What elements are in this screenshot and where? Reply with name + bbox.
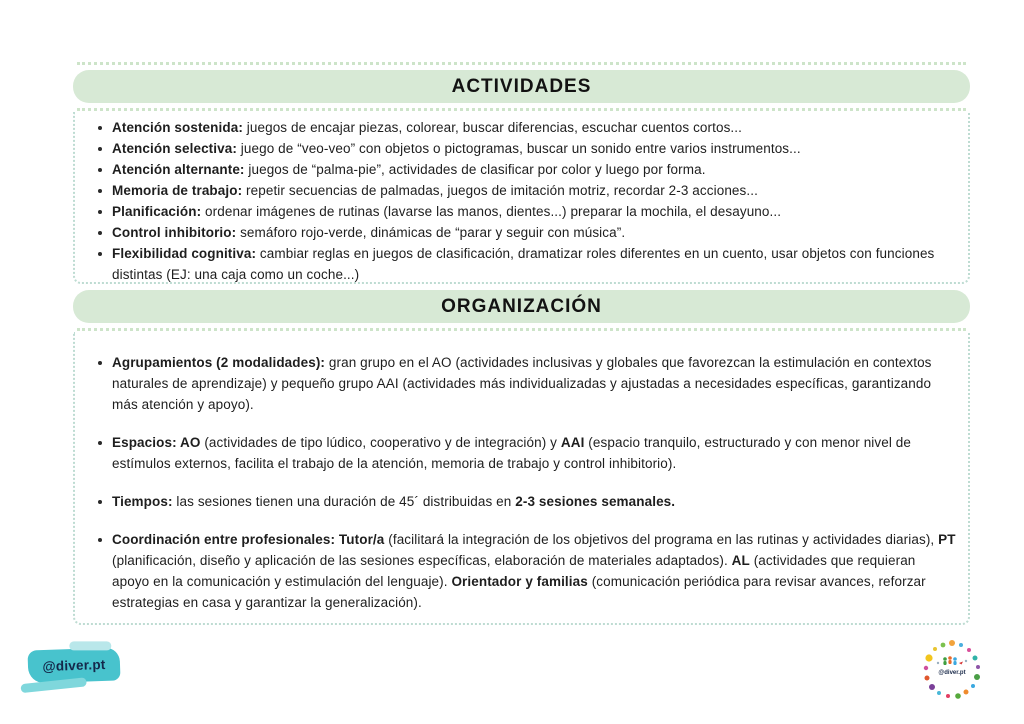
list-item: Agrupamientos (2 modalidades): gran grupo en el AO (actividades inclusivas y globales que favorezcan la estimulación en contextos naturales de aprendizaje) y pequeño grupo AAI (actividades más individualizadas y ajustadas a necesidades específicas, garantizando más atención y apoyo).: [95, 352, 956, 415]
list-item: Coordinación entre profesionales: Tutor/a (facilitará la integración de los objetivos del programa en las rutinas y actividades diarias), PT (planificación, diseño y aplicación de las sesiones específicas, elaboración de materiales adaptados). AL (actividades que requieran apoyo en la comunicación y estimulación del lenguaje). Orientador y familias (comunicación periódica para revisar avances, reforzar estrategias en casa y garantizar la generalización).: [95, 529, 956, 613]
list-item: Atención sostenida: juegos de encajar piezas, colorear, buscar diferencias, escuchar cuentos cortos...: [95, 117, 956, 138]
list-item: Control inhibitorio: semáforo rojo-verde, dinámicas de “parar y seguir con música”.: [95, 222, 956, 243]
diver-handle-text: @diver.pt: [42, 656, 106, 675]
list-item: Memoria de trabajo: repetir secuencias de palmadas, juegos de imitación motriz, recordar 2-3 acciones...: [95, 180, 956, 201]
organizacion-list: [95, 352, 956, 613]
section-organizacion: [73, 290, 970, 625]
list-item: Espacios: AO (actividades de tipo lúdico, cooperativo y de integración) y AAI (espacio tranquilo, estructurado y con menor nivel de estímulos externos, facilita el trabajo de la atención, memoria de trabajo y control inhibitorio).: [95, 432, 956, 474]
list-item: Atención selectiva: juego de “veo-veo” con objetos o pictogramas, buscar un sonido entre varios instrumentos...: [95, 138, 956, 159]
diver-handle-badge: [27, 647, 120, 683]
section-header-actividades: [73, 70, 970, 103]
list-item: Atención alternante: juegos de “palma-pie”, actividades de clasificar por color y luego por forma.: [95, 159, 956, 180]
section-title-actividades: ACTIVIDADES: [451, 75, 592, 97]
section-actividades: [73, 70, 970, 284]
list-item: Tiempos: las sesiones tienen una duración de 45´ distribuidas en 2-3 sesiones semanales.: [95, 491, 956, 512]
children-figures-icon: [943, 656, 963, 665]
list-item: Flexibilidad cognitiva: cambiar reglas en juegos de clasificación, dramatizar roles diferentes en un cuento, usar objetos con funciones distintas (EJ: una caja como un coche...): [95, 243, 956, 285]
diver-logo-text: @diver.pt: [938, 670, 966, 676]
diver-logo-icon: [918, 636, 986, 704]
list-item: Planificación: ordenar imágenes de rutinas (lavarse las manos, dientes...) preparar la mochila, el desayuno...: [95, 201, 956, 222]
section-body-actividades: [73, 112, 970, 284]
section-title-organizacion: ORGANIZACIÓN: [441, 295, 602, 317]
section-body-organizacion: [73, 332, 970, 625]
activities-list: [95, 117, 956, 285]
section-header-organizacion: [73, 290, 970, 323]
